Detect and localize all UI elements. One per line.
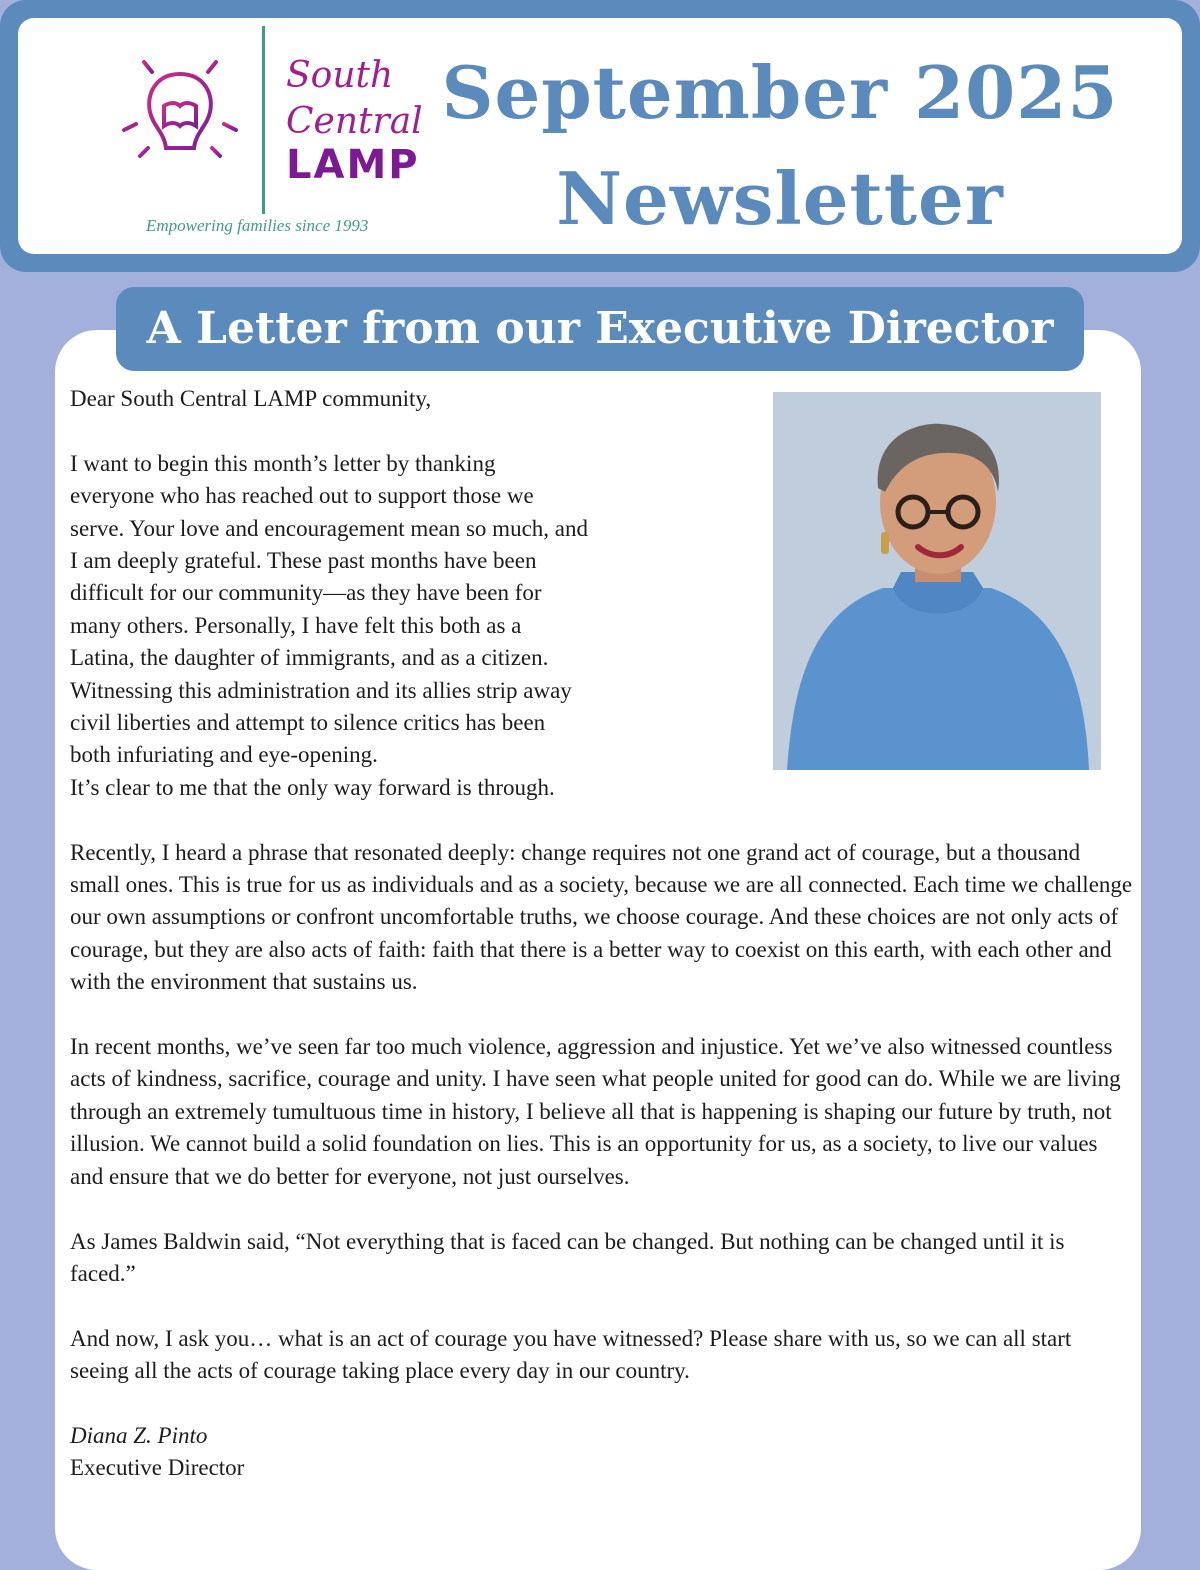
letter-body xyxy=(70,383,1135,1485)
newsletter-header xyxy=(0,0,1200,272)
paragraph-call-to-action: And now, I ask you… what is an act of courage you have witnessed? Please share with us, so we can all start seeing all the acts of courage taking place every day in our country. xyxy=(70,1325,1072,1384)
intro-line: civil liberties and attempt to silence critics has been xyxy=(70,710,546,736)
intro-line: I am deeply grateful. These past months have been xyxy=(70,548,537,574)
salutation: Dear South Central LAMP community, xyxy=(70,386,432,411)
paragraph-courage: Recently, I heard a phrase that resonated deeply: change requires not one grand act of courage, but a thousand small ones. This is true for us as individuals and as a society, because we are all connected. Each time we challenge our own assumptions or confront uncomfortable truths, we choose courage. And these choices are not only acts of courage, but they are also acts of faith: faith that there is a better way to coexist on this earth, with each other and with the environment that sustains us. xyxy=(70,839,1133,995)
tagline: Empowering families since 1993 xyxy=(146,216,369,235)
logo-text-south: South xyxy=(286,55,394,96)
page-title xyxy=(430,40,1130,252)
logo-text-central: Central xyxy=(286,101,423,142)
logo-divider xyxy=(262,26,265,214)
intro-paragraph xyxy=(70,448,730,804)
paragraph-baldwin-quote: As James Baldwin said, “Not everything that is faced can be changed. But nothing can be changed until it is faced.” xyxy=(70,1228,1065,1286)
intro-line: difficult for our community—as they have been for xyxy=(70,580,542,606)
intro-line: Latina, the daughter of immigrants, and as a citizen. xyxy=(70,645,549,671)
intro-line: Witnessing this administration and its allies strip away xyxy=(70,677,572,703)
intro-line: I want to begin this month’s letter by thanking xyxy=(70,450,496,476)
lightbulb-book-icon xyxy=(118,44,242,190)
logo-text-lamp: LAMP xyxy=(286,142,420,188)
title-line-1: September 2025 xyxy=(441,50,1119,135)
signature-name: Diana Z. Pinto xyxy=(70,1422,208,1448)
intro-line: It’s clear to me that the only way forward is through. xyxy=(70,774,555,800)
intro-line: both infuriating and eye-opening. xyxy=(70,742,378,768)
intro-line: serve. Your love and encouragement mean so much, and xyxy=(70,515,588,541)
title-line-2: Newsletter xyxy=(556,156,1004,241)
header-card xyxy=(18,18,1182,254)
signature-title: Executive Director xyxy=(70,1455,245,1481)
paragraph-recent-months: In recent months, we’ve seen far too much violence, aggression and injustice. Yet we’ve also witnessed countless acts of kindness, sacrifice, courage and unity. I have seen what people united for good can do. While we are living through an extremely tumultuous time in history, I believe all that is happening is shaping our future by truth, not illusion. We cannot build a solid foundation on lies. This is an opportunity for us, as a society, to live our values and ensure that we do better for everyone, not just ourselves. xyxy=(70,1034,1121,1189)
intro-line: everyone who has reached out to support those we xyxy=(70,483,534,509)
intro-line: many others. Personally, I have felt this both as a xyxy=(70,612,522,638)
section-title: A Letter from our Executive Director xyxy=(116,287,1084,371)
